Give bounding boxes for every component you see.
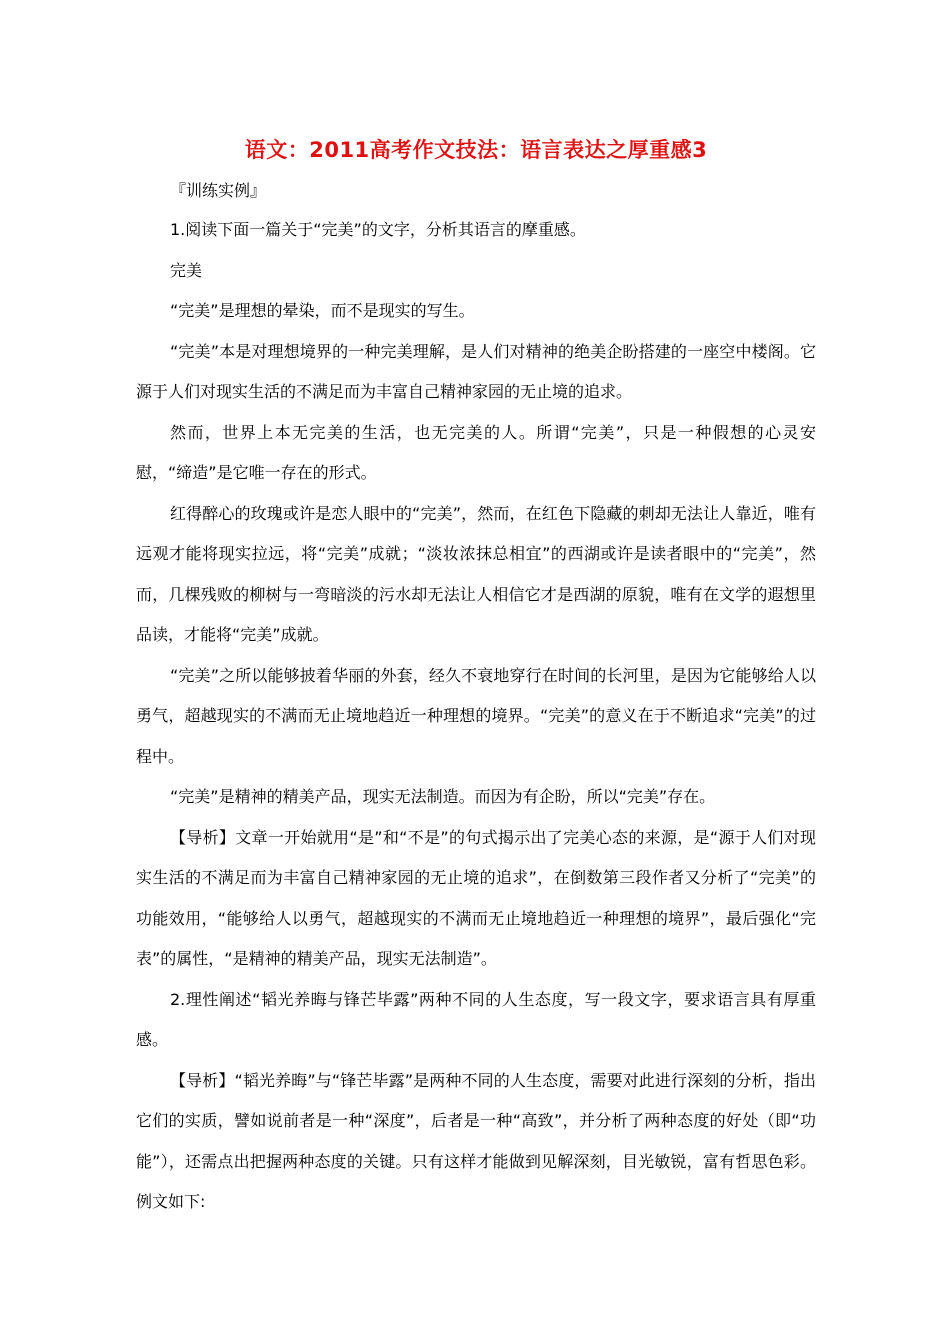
paragraph-analysis-2: 【导析】“韬光养晦”与“锋芒毕露”是两种不同的人生态度，需要对此进行深刻的分析，指出它们的实质，譬如说前者是一种“深度”，后者是一种“高致”，并分析了两种态度的好处（即“功能”），还需点出把握两种态度的关键。只有这样才能做到见解深刻，目光敏锐，富有哲思色彩。例文如下: — [136, 1070, 816, 1211]
section-heading: 『训练实例』 — [170, 181, 267, 200]
paragraph-essay-4: 红得醉心的玫瑰或许是恋人眼中的“完美”，然而，在红色下隐藏的刺却无法让人靠近，唯有远观才能将现实拉远，将“完美”成就；“淡妆浓抹总相宜”的西湖或许是读者眼中的“完美”，然而，几棵残败的柳树与一弯暗淡的污水却无法让人相信它才是西湖的原貌，唯有在文学的遐想里品读，才能将“完美”成就。 — [136, 503, 816, 644]
document-title: 语文：2011高考作文技法：语言表达之厚重感3 — [244, 138, 708, 162]
paragraph-analysis-1: 【导析】文章一开始就用“是”和“不是”的句式揭示出了完美心态的来源，是“源于人们对现实生活的不满足而为丰富自己精神家园的无止境的追求”，在倒数第三段作者又分析了“完美”的功能效用，“能够给人以勇气，超越现实的不满而无止境地趋近一种理想的境界”，最后强化“完表”的属性，“是精神的精美产品，现实无法制造”。 — [136, 827, 816, 968]
paragraph-essay-6: “完美”是精神的精美产品，现实无法制造。而因为有企盼，所以“完美”存在。 — [170, 787, 716, 806]
paragraph-essay-3: 然而，世界上本无完美的生活，也无完美的人。所谓“完美”，只是一种假想的心灵安慰，“缔造”是它唯一存在的形式。 — [136, 422, 816, 482]
paragraph-essay-5: “完美”之所以能够披着华丽的外套，经久不衰地穿行在时间的长河里，是因为它能够给人以勇气，超越现实的不满而无止境地趋近一种理想的境界。“完美”的意义在于不断追求“完美”的过程中。 — [136, 665, 816, 766]
paragraph-essay-1: “完美”是理想的晕染，而不是现实的写生。 — [170, 301, 475, 320]
paragraph-question-1: 1.阅读下面一篇关于“完美”的文字，分析其语言的摩重感。 — [170, 220, 586, 239]
paragraph-essay-2: “完美”本是对理想境界的一种完美理解，是人们对精神的绝美企盼搭建的一座空中楼阁。它源于人们对现实生活的不满足而为丰富自己精神家园的无止境的追求。 — [136, 341, 816, 401]
essay-title: 完美 — [170, 260, 203, 280]
document-page — [136, 132, 816, 1223]
paragraph-question-2: 2.理性阐述“韬光养晦与锋芒毕露”两种不同的人生态度，写一段文字，要求语言具有厚重感。 — [136, 989, 816, 1049]
